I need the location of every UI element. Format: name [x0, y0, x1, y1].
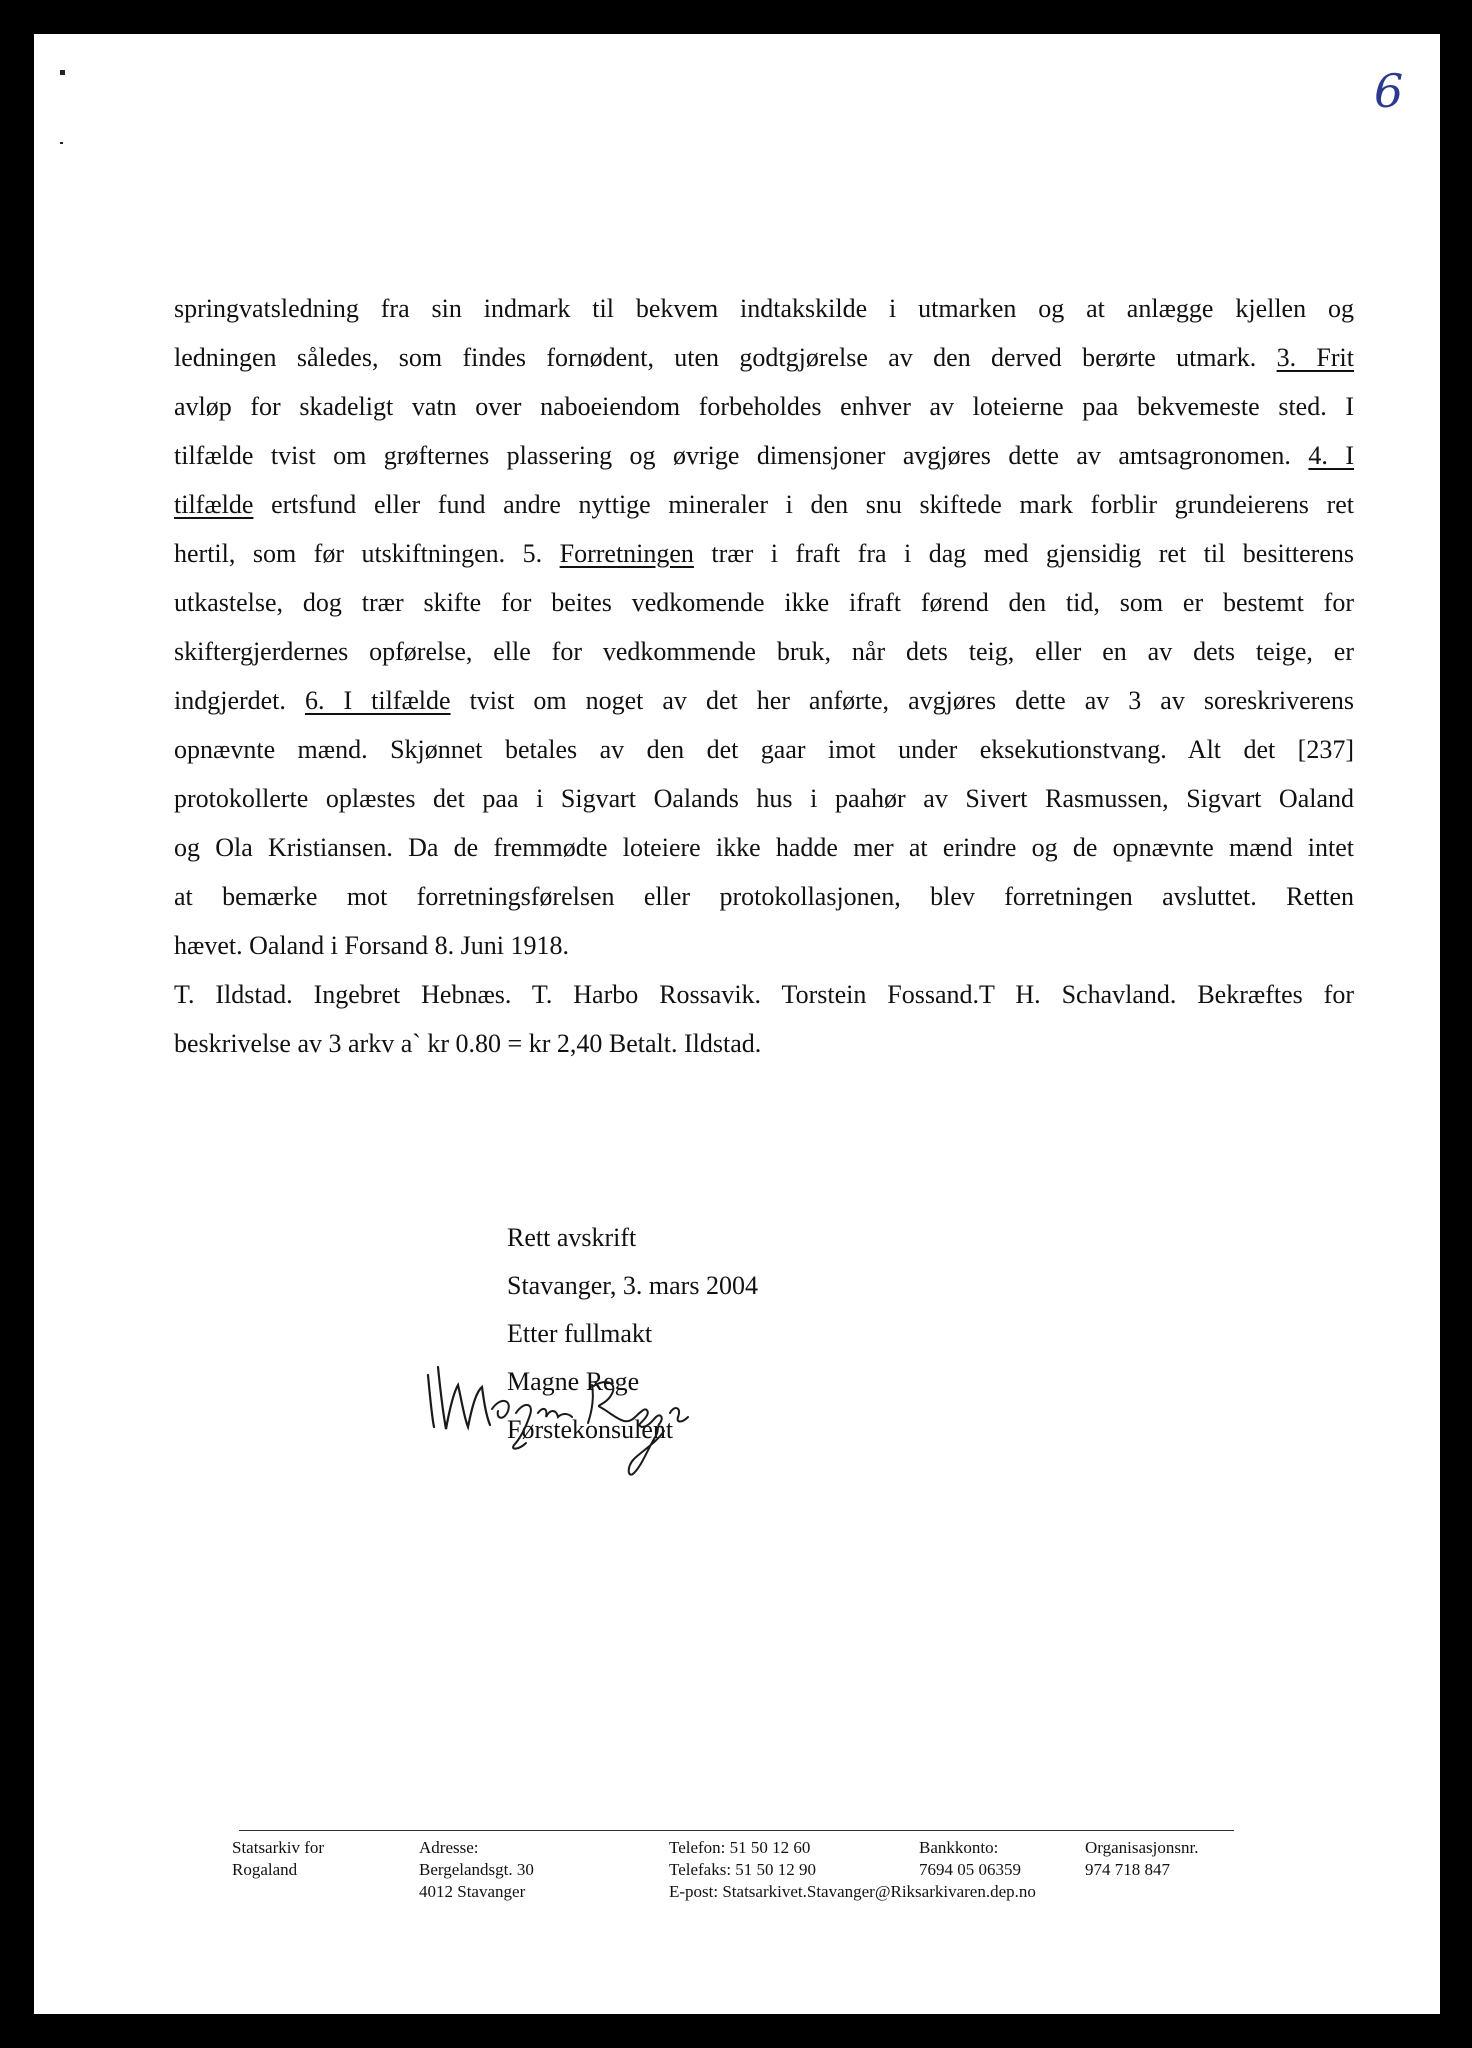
- underlined-text: tilfælde: [174, 490, 254, 519]
- footer-address-line: 4012 Stavanger: [419, 1882, 526, 1901]
- footer-address-line: Bergelandsgt. 30: [419, 1860, 534, 1879]
- body-line: [174, 725, 1354, 774]
- underlined-text: 6. I tilfælde: [304, 686, 451, 715]
- underlined-text: Forretningen: [559, 539, 694, 568]
- body-line: [174, 627, 1354, 676]
- body-text-segment: tilfælde tvist om grøfternes plassering og øvrige dimensjoner avgjøres dette av amtsagronomen.: [174, 441, 1309, 470]
- body-line: [174, 529, 1354, 578]
- body-line: [174, 774, 1354, 823]
- footer-org-line: Organisasjonsnr.: [1085, 1838, 1199, 1857]
- underlined-text: 3. Frit: [1276, 343, 1354, 372]
- document-page: [34, 34, 1440, 2014]
- body-text-segment: og Ola Kristiansen. Da de fremmødte loteiere ikke hadde mer at erindre og de opnævnte mænd intet: [174, 833, 1354, 862]
- body-line: [174, 284, 1354, 333]
- body-text-segment: at bemærke mot forretningsførelsen eller protokollasjonen, blev forretningen avsluttet. Retten: [174, 882, 1354, 911]
- body-text-segment: avløp for skadeligt vatn over naboeiendom forbeholdes enhver av loteierne paa bekvemeste sted. I: [174, 392, 1354, 421]
- body-line: [174, 921, 1354, 970]
- scan-speck: [60, 142, 63, 144]
- body-text-segment: hertil, som før utskiftningen. 5.: [174, 539, 560, 568]
- body-line: [174, 578, 1354, 627]
- page-number: 6: [1374, 64, 1404, 118]
- footer-phone: Telefon: 51 50 12 60: [669, 1838, 811, 1857]
- footer-email: E-post: Statsarkivet.Stavanger@Riksarkivaren.dep.no: [669, 1882, 1036, 1901]
- body-line: [174, 333, 1354, 382]
- body-line: [174, 823, 1354, 872]
- footer-address: [419, 1837, 534, 1903]
- body-text-segment: protokollerte oplæstes det paa i Sigvart Oalands hus i paahør av Sivert Rasmussen, Sigvart Oaland: [174, 784, 1354, 813]
- underlined-text: 4. I: [1308, 441, 1354, 470]
- body-line: [174, 431, 1354, 480]
- body-text-segment: beskrivelse av 3 arkv a` kr 0.80 = kr 2,40 Betalt. Ildstad.: [174, 1029, 762, 1058]
- footer-org-line: 974 718 847: [1085, 1860, 1170, 1879]
- body-line: [174, 872, 1354, 921]
- scan-speck: [60, 70, 65, 75]
- body-text-segment: trær i fraft fra i dag med gjensidig ret til besitterens: [693, 539, 1354, 568]
- authority-line: Etter fullmakt: [507, 1319, 653, 1348]
- body-text-segment: tvist om noget av det her anførte, avgjøres dette av 3 av soreskriverens: [450, 686, 1354, 715]
- body-line: [174, 480, 1354, 529]
- footer-institution: [232, 1837, 324, 1881]
- signer-title: Førstekonsulent: [507, 1415, 674, 1444]
- footer-org: [1085, 1837, 1199, 1881]
- letterhead-footer: [232, 1830, 1234, 1901]
- body-line: [174, 1019, 1354, 1068]
- place-date-line: Stavanger, 3. mars 2004: [507, 1271, 758, 1300]
- footer-bank: [919, 1837, 1021, 1881]
- body-line: [174, 676, 1354, 725]
- document-body: [174, 284, 1354, 1068]
- body-text-segment: indgjerdet.: [174, 686, 305, 715]
- footer-bank-line: Bankkonto:: [919, 1838, 999, 1857]
- body-text-segment: T. Ildstad. Ingebret Hebnæs. T. Harbo Rossavik. Torstein Fossand.T H. Schavland. Bekræftes for: [174, 980, 1354, 1009]
- body-line: [174, 970, 1354, 1019]
- footer-fax: Telefaks: 51 50 12 90: [669, 1860, 817, 1879]
- handwritten-signature: [420, 1347, 720, 1517]
- signer-name: Magne Rege: [507, 1367, 640, 1396]
- body-text-segment: utkastelse, dog trær skifte for beites vedkomende ikke ifraft førend den tid, som er bestemt for: [174, 588, 1354, 617]
- body-text-segment: skiftergjerdernes opførelse, elle for vedkommende bruk, når dets teig, eller en av dets teige, er: [174, 637, 1354, 666]
- footer-address-line: Adresse:: [419, 1838, 479, 1857]
- certification-line: Rett avskrift: [507, 1223, 637, 1252]
- body-text-segment: springvatsledning fra sin indmark til bekvem indtakskilde i utmarken og at anlægge kjellen og: [174, 294, 1354, 323]
- body-text-segment: ledningen således, som findes fornødent, uten godtgjørelse av den derved berørte utmark.: [174, 343, 1277, 372]
- body-line: [174, 382, 1354, 431]
- footer-institution-line: Rogaland: [232, 1860, 298, 1879]
- footer-institution-line: Statsarkiv for: [232, 1838, 325, 1857]
- body-text-segment: ertsfund eller fund andre nyttige mineraler i den snu skiftede mark forblir grundeierens ret: [253, 490, 1354, 519]
- body-text-segment: opnævnte mænd. Skjønnet betales av den det gaar imot under eksekutionstvang. Alt det [237]: [174, 735, 1354, 764]
- body-text-segment: hævet. Oaland i Forsand 8. Juni 1918.: [174, 931, 570, 960]
- footer-bank-line: 7694 05 06359: [919, 1860, 1021, 1879]
